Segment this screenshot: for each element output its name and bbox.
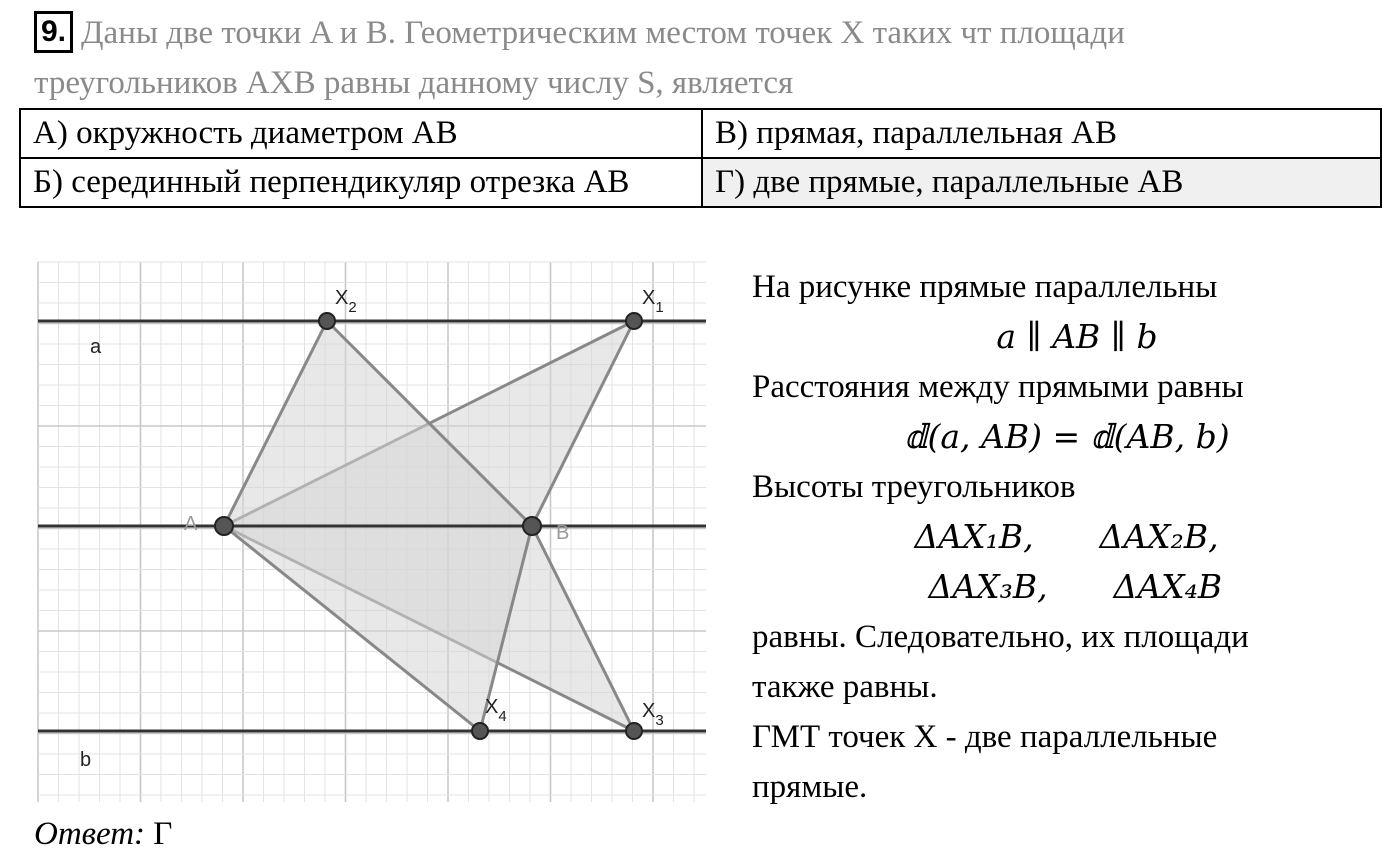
problem-line-1 xyxy=(34,8,1374,58)
formula-parallel xyxy=(752,312,1382,362)
point-x2 xyxy=(319,313,335,329)
option-b: Б) серединный перпендикуляр отрезка AB xyxy=(20,158,702,207)
expl-text-5: также равны. xyxy=(752,669,938,705)
options-row xyxy=(20,109,1381,158)
triangle-ax2b-text: ΔAX₂B, xyxy=(1099,517,1219,556)
point-a xyxy=(215,517,233,535)
formula-distance xyxy=(752,412,1382,462)
label-point-x3: $X_3$ xyxy=(642,700,664,729)
expl-text-7: прямые. xyxy=(752,769,868,805)
problem-statement xyxy=(34,8,1374,108)
geometry-figure xyxy=(34,258,710,806)
point-x1 xyxy=(626,313,642,329)
option-a: А) окружность диаметром AB xyxy=(20,109,702,158)
option-g: Г) две прямые, параллельные AB xyxy=(702,158,1381,207)
answer-value: Г xyxy=(153,816,173,852)
answer-options-table xyxy=(19,108,1382,208)
expl-text-3: Высоты треугольников xyxy=(752,469,1076,505)
label-point-x1: $X_1$ xyxy=(642,287,664,316)
figure-svg xyxy=(34,258,710,806)
triangle-ax4b-text: ΔAX₄B xyxy=(1113,567,1223,606)
expl-text-1: На рисунке прямые параллельны xyxy=(752,269,1218,305)
problem-line-2: треугольников AXB равны данному числу S, является xyxy=(34,65,794,101)
triangle-ax1b-text: ΔAX₁B, xyxy=(914,517,1034,556)
triangles-row-2 xyxy=(752,562,1382,612)
explanation xyxy=(752,262,1382,812)
expl-text-6: ГМТ точек X - две параллельные xyxy=(752,719,1218,755)
problem-text-1: Даны две точки A и B. Геометрическим местом точек X таких чт площади xyxy=(81,15,1125,51)
point-b xyxy=(523,517,541,535)
options-row xyxy=(20,158,1381,207)
label-line-b: b xyxy=(80,749,92,771)
point-x3 xyxy=(626,723,642,739)
formula-distance-text: 𝕕(a, AB) = 𝕕(AB, b) xyxy=(904,417,1230,456)
label-point-x4: $X_4$ xyxy=(485,696,507,725)
expl-text-2: Расстояния между прямыми равны xyxy=(752,369,1244,405)
answer xyxy=(34,812,172,856)
triangle-ax3b-text: ΔAX₃B, xyxy=(928,567,1048,606)
formula-parallel-text: a ∥ AB ∥ b xyxy=(996,317,1158,356)
option-v: В) прямая, параллельная AB xyxy=(702,109,1381,158)
point-x4 xyxy=(472,723,488,739)
answer-label: Ответ: xyxy=(34,816,146,852)
label-point-b: B xyxy=(556,522,570,544)
label-point-x2: $X_2$ xyxy=(335,287,357,316)
problem-number: 9. xyxy=(34,11,73,53)
label-line-a: a xyxy=(90,336,102,358)
triangles-row-1 xyxy=(752,512,1382,562)
expl-text-4: равны. Следовательно, их площади xyxy=(752,619,1249,655)
label-point-a: A xyxy=(184,513,198,535)
